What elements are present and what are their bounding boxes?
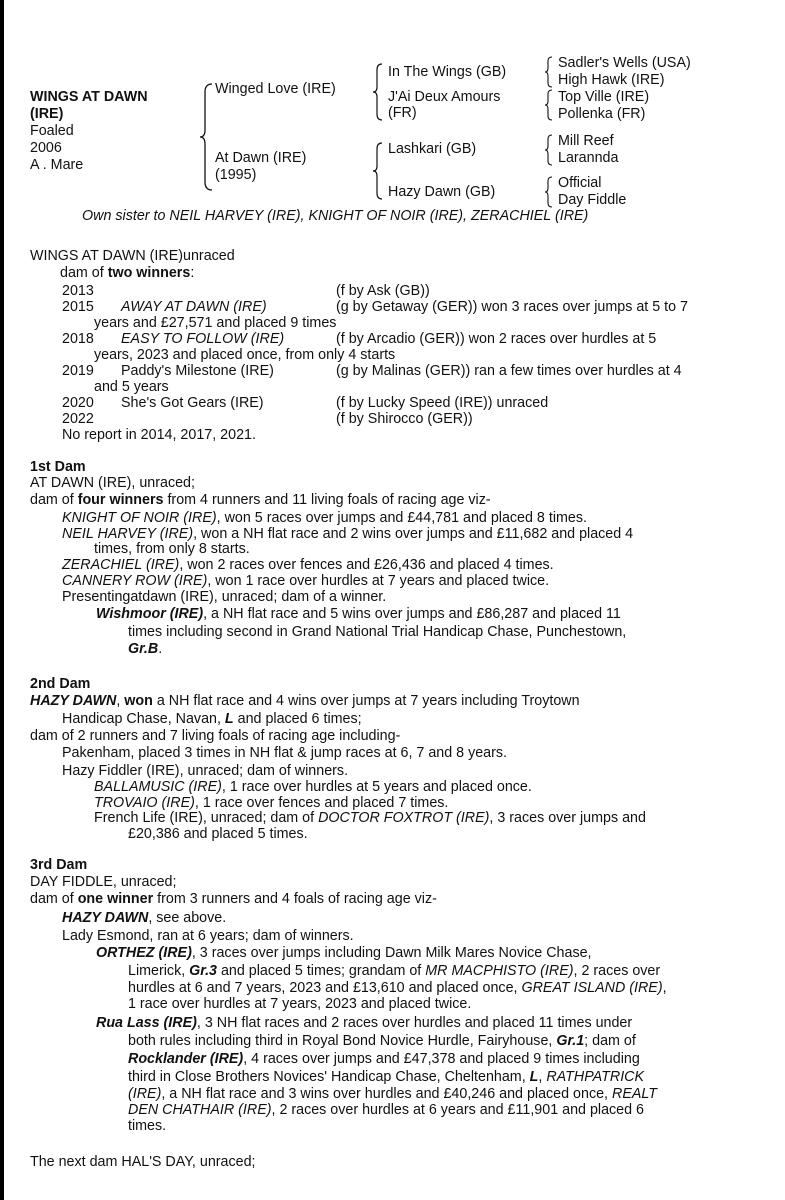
no-report: No report in 2014, 2017, 2021. — [62, 427, 256, 443]
dam-year: (1995) — [215, 167, 257, 183]
sire-dam-country: (FR) — [388, 105, 417, 121]
offspring-knight-of-noir: KNIGHT OF NOIR (IRE), won 5 races over jumps and £44,781 and placed 8 times. — [62, 510, 587, 526]
sire: Winged Love (IRE) — [215, 81, 336, 97]
second-dam-line1: HAZY DAWN, won a NH flat race and 4 wins over jumps at 7 years including Troytown — [30, 693, 580, 709]
offspring-orthez-line2: Limerick, Gr.3 and placed 5 times; grandam of MR MACPHISTO (IRE), 2 races over — [128, 963, 661, 979]
horse-sex: A . Mare — [30, 157, 84, 173]
offspring-wishmoor-grade: Gr.B. — [128, 641, 163, 657]
offspring-pakenham: Pakenham, placed 3 times in NH flat & jump races at 6, 7 and 8 years. — [62, 745, 508, 761]
offspring-lady-esmond: Lady Esmond, ran at 6 years; dam of winners. — [62, 928, 354, 944]
produce-detail: (f by Arcadio (GER)) won 2 races over hurdles at 5 — [336, 331, 657, 347]
third-dam-summary: dam of one winner from 3 runners and 4 foals of racing age viz- — [30, 891, 437, 907]
offspring-cannery-row: CANNERY ROW (IRE), won 1 race over hurdles at 7 years and placed twice. — [62, 573, 550, 589]
horse-name: WINGS AT DAWN — [30, 89, 148, 105]
offspring-wishmoor: Wishmoor (IRE), a NH flat race and 5 wins over jumps and £86,287 and placed 11 — [96, 606, 621, 622]
offspring-wishmoor-cont: times including second in Grand National Trial Handicap Chase, Punchestown, — [128, 624, 627, 640]
dam-sire: Lashkari (GB) — [388, 141, 477, 157]
offspring-ballamusic: BALLAMUSIC (IRE), 1 race over hurdles at 5 years and placed once. — [94, 779, 532, 795]
produce-detail: (g by Malinas (GER)) ran a few times over hurdles at 4 — [336, 363, 682, 379]
offspring-rocklander: Rocklander (IRE), 4 races over jumps and £47,378 and placed 9 times including — [128, 1051, 640, 1067]
gp-brace-1 — [544, 56, 554, 88]
great-granddam-2: Pollenka (FR) — [558, 106, 646, 122]
produce-name: AWAY AT DAWN (IRE) — [121, 299, 267, 315]
second-dam-summary: dam of 2 runners and 7 living foals of racing age including- — [30, 728, 401, 744]
gp-brace-3 — [544, 134, 554, 166]
produce-year: 2013 — [62, 283, 94, 299]
offspring-presentingatdawn: Presentingatdawn (IRE), unraced; dam of a winner. — [62, 589, 387, 605]
produce-dam-of: dam of two winners: — [60, 265, 195, 281]
foaled-year: 2006 — [30, 140, 62, 156]
produce-year: 2020 — [62, 395, 94, 411]
offspring-realt-end: times. — [128, 1118, 167, 1134]
great-granddam-4: Day Fiddle — [558, 192, 627, 208]
third-dam-name: DAY FIDDLE, unraced; — [30, 874, 177, 890]
great-grandsire-2: Top Ville (IRE) — [558, 89, 650, 105]
produce-heading: WINGS AT DAWN (IRE)unraced — [30, 248, 235, 264]
produce-name: She's Got Gears (IRE) — [121, 395, 264, 411]
produce-detail: (f by Lucky Speed (IRE)) unraced — [336, 395, 549, 411]
own-sister-note: Own sister to NEIL HARVEY (IRE), KNIGHT OF NOIR (IRE), ZERACHIEL (IRE) — [82, 208, 589, 224]
produce-name: EASY TO FOLLOW (IRE) — [121, 331, 285, 347]
second-dam-line2: Handicap Chase, Navan, L and placed 6 times; — [62, 711, 362, 727]
great-grandsire-3: Mill Reef — [558, 133, 614, 149]
next-dam: The next dam HAL'S DAY, unraced; — [30, 1154, 256, 1170]
offspring-rocklander-line2: third in Close Brothers Novices' Handicap Chase, Cheltenham, L, RATHPATRICK — [128, 1069, 645, 1085]
produce-detail: (f by Shirocco (GER)) — [336, 411, 473, 427]
first-dam-name: AT DAWN (IRE), unraced; — [30, 475, 195, 491]
offspring-rua-lass-line2: both rules including third in Royal Bond Novice Hurdle, Fairyhouse, Gr.1; dam of — [128, 1033, 636, 1049]
produce-detail: (f by Ask (GB)) — [336, 283, 430, 299]
produce-year: 2019 — [62, 363, 94, 379]
offspring-orthez-line3: hurdles at 6 and 7 years, 2023 and £13,610 and placed once, GREAT ISLAND (IRE), — [128, 980, 667, 996]
gp-brace-4 — [544, 176, 554, 208]
offspring-french-life-cont: £20,386 and placed 5 times. — [128, 826, 308, 842]
sire-parents-brace — [372, 63, 384, 121]
produce-detail-cont: and 5 years — [94, 379, 169, 395]
produce-detail-cont: years and £27,571 and placed 9 times — [94, 315, 337, 331]
great-granddam-3: Larannda — [558, 150, 619, 166]
produce-year: 2018 — [62, 331, 94, 347]
foaled-label: Foaled — [30, 123, 74, 139]
horse-suffix: (IRE) — [30, 106, 64, 122]
produce-name: Paddy's Milestone (IRE) — [121, 363, 274, 379]
produce-year: 2022 — [62, 411, 94, 427]
page-edge — [0, 0, 4, 1200]
offspring-hazy-fiddler: Hazy Fiddler (IRE), unraced; dam of winners. — [62, 763, 349, 779]
offspring-neil-harvey: NEIL HARVEY (IRE), won a NH flat race and 2 wins over jumps and £11,682 and placed 4 — [62, 526, 634, 542]
second-dam-heading: 2nd Dam — [30, 676, 91, 692]
sire-sire: In The Wings (GB) — [388, 64, 507, 80]
sire-dam-brace — [198, 82, 214, 192]
offspring-hazy-dawn: HAZY DAWN, see above. — [62, 910, 227, 926]
third-dam-heading: 3rd Dam — [30, 857, 88, 873]
produce-detail-cont: years, 2023 and placed once, from only 4 starts — [94, 347, 396, 363]
offspring-trovaio: TROVAIO (IRE), 1 race over fences and placed 7 times. — [94, 795, 449, 811]
offspring-orthez-line4: 1 race over hurdles at 7 years, 2023 and placed twice. — [128, 996, 472, 1012]
first-dam-heading: 1st Dam — [30, 459, 86, 475]
offspring-realt-den-chathair: DEN CHATHAIR (IRE), 2 races over hurdles at 6 years and £11,901 and placed 6 — [128, 1102, 644, 1118]
offspring-french-life: French Life (IRE), unraced; dam of DOCTOR FOXTROT (IRE), 3 races over jumps and — [94, 810, 646, 826]
dam-dam: Hazy Dawn (GB) — [388, 184, 496, 200]
great-granddam-1: High Hawk (IRE) — [558, 72, 665, 88]
offspring-rua-lass: Rua Lass (IRE), 3 NH flat races and 2 races over hurdles and placed 11 times under — [96, 1015, 633, 1031]
produce-year: 2015 — [62, 299, 94, 315]
offspring-rathpatrick: (IRE), a NH flat race and 3 wins over hurdles and £40,246 and placed once, REALT — [128, 1086, 658, 1102]
great-grandsire-1: Sadler's Wells (USA) — [558, 55, 691, 71]
offspring-neil-harvey-cont: times, from only 8 starts. — [94, 541, 250, 557]
sire-dam: J'Ai Deux Amours — [388, 89, 501, 105]
great-grandsire-4: Official — [558, 175, 602, 191]
offspring-orthez: ORTHEZ (IRE), 3 races over jumps including Dawn Milk Mares Novice Chase, — [96, 945, 592, 961]
gp-brace-2 — [544, 89, 554, 121]
dam: At Dawn (IRE) — [215, 150, 307, 166]
dam-parents-brace — [372, 142, 384, 200]
produce-detail: (g by Getaway (GER)) won 3 races over jumps at 5 to 7 — [336, 299, 688, 315]
first-dam-summary: dam of four winners from 4 runners and 11 living foals of racing age viz- — [30, 492, 491, 508]
offspring-zerachiel: ZERACHIEL (IRE), won 2 races over fences and £26,436 and placed 4 times. — [62, 557, 554, 573]
